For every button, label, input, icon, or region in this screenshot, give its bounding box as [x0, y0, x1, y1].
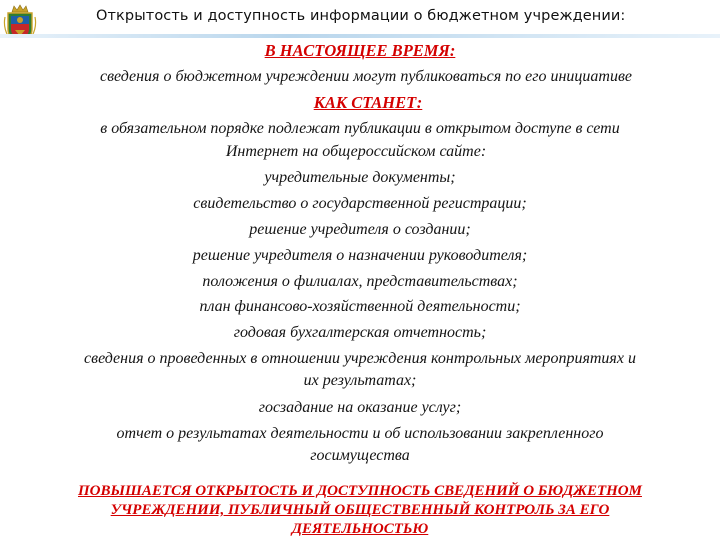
list-item: годовая бухгалтерская отчетность;: [233, 324, 487, 341]
list-item: решение учредителя о создании;: [249, 221, 471, 238]
conclusion-line-2: УЧРЕЖДЕНИИ, ПУБЛИЧНЫЙ ОБЩЕСТВЕННЫЙ КОНТРОЛЬ ЗА ЕГО: [110, 502, 610, 518]
list-item: план финансово-хозяйственной деятельности;: [199, 298, 521, 315]
list-item: сведения о проведенных в отношении учреждения контрольных мероприятиях и: [84, 350, 636, 367]
conclusion-line-3: ДЕЯТЕЛЬНОСТЬЮ: [291, 521, 429, 537]
page-title: Открытость и доступность информации о бюджетном учреждении:: [96, 8, 626, 24]
list-item: решение учредителя о назначении руководителя;: [192, 247, 528, 264]
future-intro-line-2: Интернет на общероссийском сайте:: [225, 143, 487, 160]
list-item: госзадание на оказание услуг;: [258, 399, 462, 416]
list-item: свидетельство о государственной регистрации;: [193, 195, 527, 212]
list-item: положения о филиалах, представительствах;: [202, 273, 518, 290]
future-intro-line-1: в обязательном порядке подлежат публикации в открытом доступе в сети: [100, 120, 620, 137]
list-item: отчет о результатах деятельности и об использовании закрепленного: [116, 425, 604, 442]
future-heading: КАК СТАНЕТ:: [313, 93, 423, 112]
now-heading: В НАСТОЯЩЕЕ ВРЕМЯ:: [264, 41, 456, 60]
list-item: их результатах;: [303, 372, 417, 389]
conclusion-line-1: ПОВЫШАЕТСЯ ОТКРЫТОСТЬ И ДОСТУПНОСТЬ СВЕДЕНИЙ О БЮДЖЕТНОМ: [78, 483, 642, 499]
slide-header: [0, 0, 720, 38]
list-item: госимущества: [310, 447, 410, 464]
list-item: учредительные документы;: [264, 169, 456, 186]
now-text: сведения о бюджетном учреждении могут публиковаться по его инициативе: [99, 68, 633, 85]
